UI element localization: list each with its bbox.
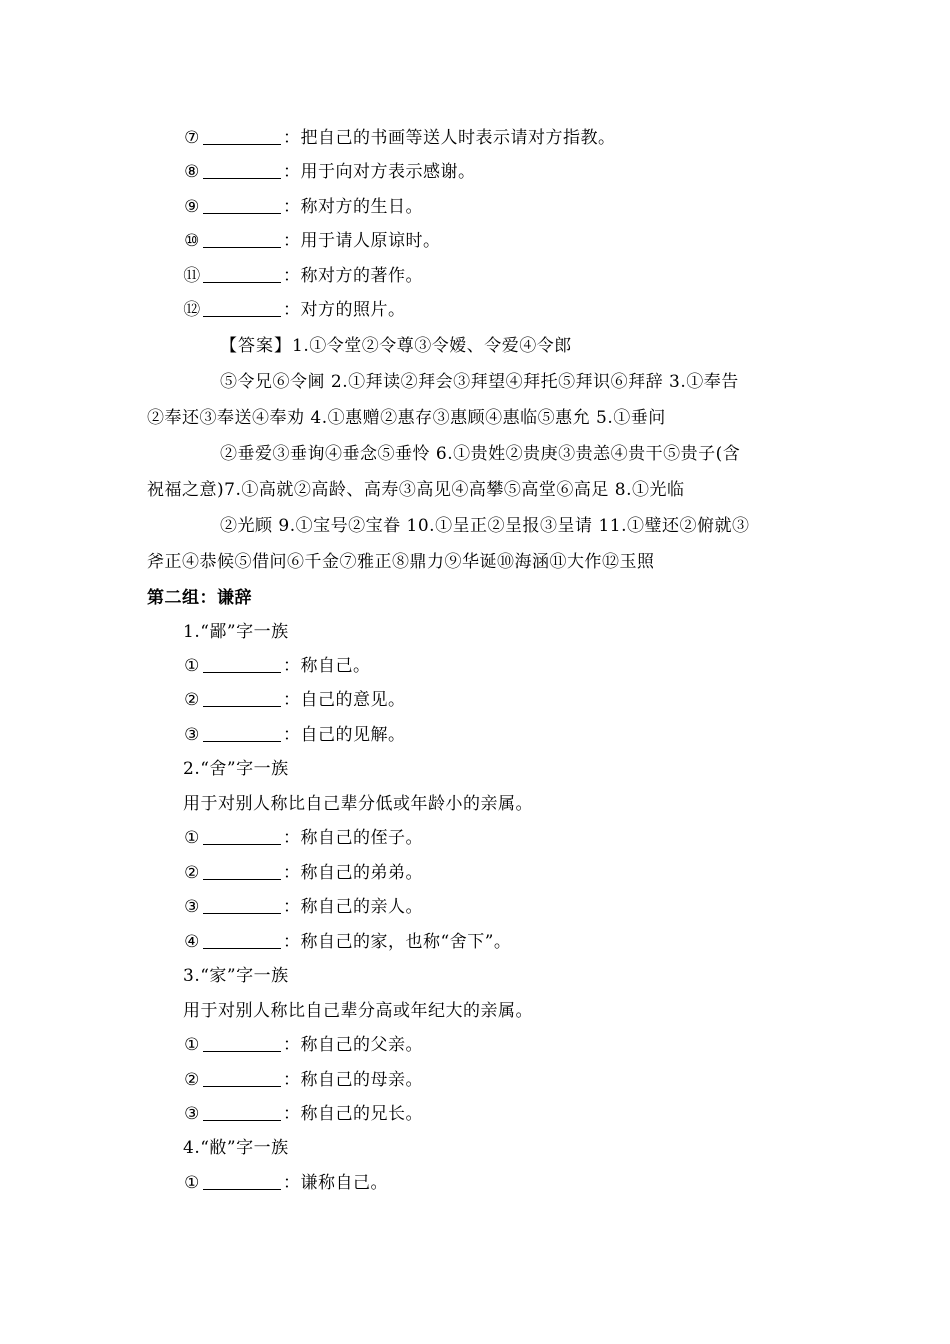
fill-blank[interactable] bbox=[203, 1103, 281, 1121]
item-text: ：自己的见解。 bbox=[283, 725, 406, 745]
list-item bbox=[183, 688, 406, 712]
answer-line: 祝福之意)7.①高就②高龄、高寿③高见④高攀⑤高堂⑥高足 8.①光临 bbox=[147, 480, 685, 500]
list-item bbox=[183, 1171, 388, 1195]
list-item bbox=[183, 160, 476, 184]
group-description: 用于对别人称比自己辈分低或年龄小的亲属。 bbox=[183, 794, 533, 814]
list-item bbox=[183, 930, 511, 954]
answer-line: ②垂爱③垂询④垂念⑤垂怜 6.①贵姓②贵庚③贵恙④贵干⑤贵子(含 bbox=[220, 444, 741, 464]
list-item bbox=[183, 264, 423, 288]
fill-blank[interactable] bbox=[203, 161, 281, 179]
fill-blank[interactable] bbox=[203, 689, 281, 707]
item-text: ：称对方的著作。 bbox=[283, 266, 423, 286]
list-item bbox=[183, 126, 616, 150]
fill-blank[interactable] bbox=[203, 827, 281, 845]
item-marker: ③ bbox=[184, 1104, 200, 1124]
item-marker: ① bbox=[184, 656, 200, 676]
item-marker: ⑧ bbox=[184, 162, 200, 182]
item-text: ：称自己的弟弟。 bbox=[283, 863, 423, 883]
item-text: ：称自己的母亲。 bbox=[283, 1070, 423, 1090]
item-marker: ③ bbox=[184, 897, 200, 917]
item-marker: ⑪ bbox=[183, 266, 201, 286]
section-title: 第二组：谦辞 bbox=[147, 588, 252, 608]
group-description: 用于对别人称比自己辈分高或年纪大的亲属。 bbox=[183, 1001, 533, 1021]
item-marker: ⑩ bbox=[184, 231, 200, 251]
item-marker: ② bbox=[184, 1070, 200, 1090]
fill-blank[interactable] bbox=[203, 862, 281, 880]
answer-line: ⑤令兄⑥令阃 2.①拜读②拜会③拜望④拜托⑤拜识⑥拜辞 3.①奉告 bbox=[220, 372, 739, 392]
item-marker: ② bbox=[184, 690, 200, 710]
fill-blank[interactable] bbox=[203, 896, 281, 914]
item-text: ：称自己的侄子。 bbox=[283, 828, 423, 848]
fill-blank[interactable] bbox=[203, 127, 281, 145]
item-text: ：对方的照片。 bbox=[283, 300, 406, 320]
fill-blank[interactable] bbox=[203, 299, 281, 317]
answer-line: 斧正④恭候⑤借问⑥千金⑦雅正⑧鼎力⑨华诞⑩海涵⑪大作⑫玉照 bbox=[147, 552, 655, 572]
item-text: ：把自己的书画等送人时表示请对方指教。 bbox=[283, 128, 616, 148]
fill-blank[interactable] bbox=[203, 931, 281, 949]
item-marker: ① bbox=[184, 1173, 200, 1193]
answer-line bbox=[220, 334, 572, 358]
list-item bbox=[183, 895, 423, 919]
answer-label: 【答案】 bbox=[220, 336, 292, 356]
item-text: ：谦称自己。 bbox=[283, 1173, 388, 1193]
item-text: ：称自己的亲人。 bbox=[283, 897, 423, 917]
fill-blank[interactable] bbox=[203, 655, 281, 673]
item-marker: ① bbox=[184, 1035, 200, 1055]
item-marker: ⑨ bbox=[184, 197, 200, 217]
fill-blank[interactable] bbox=[203, 265, 281, 283]
fill-blank[interactable] bbox=[203, 230, 281, 248]
item-text: ：称自己的父亲。 bbox=[283, 1035, 423, 1055]
list-item bbox=[183, 861, 423, 885]
list-item bbox=[183, 1068, 423, 1092]
item-marker: ① bbox=[184, 828, 200, 848]
fill-blank[interactable] bbox=[203, 724, 281, 742]
item-marker: ③ bbox=[184, 725, 200, 745]
group-title: 2.“舍”字一族 bbox=[183, 759, 289, 779]
item-marker: ⑦ bbox=[184, 128, 200, 148]
list-item bbox=[183, 1033, 423, 1057]
group-title: 1.“鄙”字一族 bbox=[183, 622, 289, 642]
answer-line: ②奉还③奉送④奉劝 4.①惠赠②惠存③惠顾④惠临⑤惠允 5.①垂问 bbox=[147, 408, 666, 428]
list-item bbox=[183, 654, 371, 678]
list-item bbox=[183, 195, 423, 219]
item-text: ：用于向对方表示感谢。 bbox=[283, 162, 476, 182]
list-item bbox=[183, 298, 406, 322]
list-item bbox=[183, 1102, 423, 1126]
item-marker: ② bbox=[184, 863, 200, 883]
fill-blank[interactable] bbox=[203, 196, 281, 214]
list-item bbox=[183, 723, 406, 747]
answer-line: ②光顾 9.①宝号②宝眷 10.①呈正②呈报③呈请 11.①璧还②俯就③ bbox=[220, 516, 750, 536]
item-text: ：称对方的生日。 bbox=[283, 197, 423, 217]
list-item bbox=[183, 826, 423, 850]
fill-blank[interactable] bbox=[203, 1069, 281, 1087]
item-text: ：称自己的兄长。 bbox=[283, 1104, 423, 1124]
answer-text: 1.①令堂②令尊③令嫒、令爱④令郎 bbox=[292, 336, 572, 356]
group-title: 4.“敝”字一族 bbox=[183, 1138, 289, 1158]
item-text: ：自己的意见。 bbox=[283, 690, 406, 710]
group-title: 3.“家”字一族 bbox=[183, 966, 289, 986]
item-text: ：称自己。 bbox=[283, 656, 371, 676]
item-marker: ⑫ bbox=[183, 300, 201, 320]
item-marker: ④ bbox=[184, 932, 200, 952]
list-item bbox=[183, 229, 441, 253]
item-text: ：用于请人原谅时。 bbox=[283, 231, 441, 251]
item-text: ：称自己的家，也称“舍下”。 bbox=[283, 932, 512, 952]
fill-blank[interactable] bbox=[203, 1034, 281, 1052]
fill-blank[interactable] bbox=[203, 1172, 281, 1190]
